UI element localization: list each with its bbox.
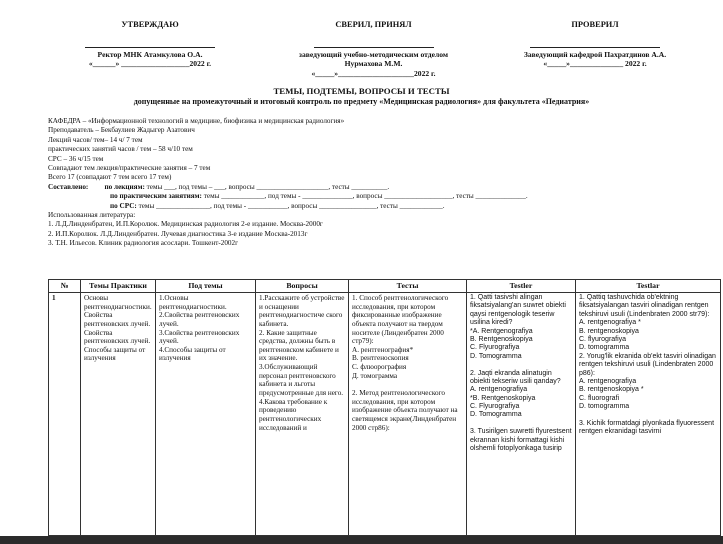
column-header-topics: Темы Практики — [81, 280, 156, 293]
approval-date: «______» __________________2022 г. — [88, 59, 212, 69]
checked-block — [276, 20, 471, 79]
topic-cell: Основы рентгенодиагностики. Свойства рентгеновских лучей. Свойства рентгеновских лучей. Способы защиты от излучения — [81, 293, 156, 536]
literature-item: 2. И.П.Королюк. Л.Д.Линденбратен. Лучевая диагностика 3-е издание Москва-2013г — [48, 229, 308, 238]
cell-line — [470, 361, 572, 369]
bottom-bar — [0, 536, 723, 544]
checked-name: Нурмахова М.М. — [344, 59, 403, 69]
composed-practical-fill: темы ____________, под темы - ______________, вопросы ___________________, тесты ______________. — [201, 192, 528, 201]
cell-line: A. rentgenografiya — [579, 377, 637, 385]
matches-line: Совпадают тем лекция/практические занятия – 7 тем — [48, 164, 211, 173]
tests-kaa-cell — [467, 293, 576, 536]
signature-line — [85, 41, 215, 48]
cell-line — [470, 420, 572, 428]
composed-practical-label: по практическим занятиям: — [110, 192, 202, 201]
teacher-line: Преподаватель – Бекбаулиев Жадыгер Азатович — [48, 126, 195, 135]
srs-line: СРС – 36 ч/15 тем — [48, 154, 104, 163]
column-header-tests-kaa: Testler — [467, 280, 576, 293]
course-info — [48, 117, 708, 249]
document-subtitle: допущенные на промежуточный и итоговый контроль по предмету «Медицинская радиология» для факультета «Педиатрия» — [133, 97, 590, 106]
department-line: КАФЕДРА – «Информационной технологий в медицине, биофизика и медицинская радиология» — [48, 117, 345, 125]
cell-line: C. fluorografi — [579, 394, 620, 402]
signature-line — [314, 41, 434, 48]
verified-position: Заведующий кафедрой Пахратдинов А.А. — [523, 49, 667, 59]
table-row — [49, 293, 721, 536]
cell-line: 3. Kichik formatdagi plyonkada flyuoressent rentgen ekranidagi tasvirni — [579, 419, 715, 436]
checked-date: «_____»____________________2022 г. — [311, 69, 436, 79]
composed-srs-label: по СРС: — [110, 201, 137, 210]
composed-srs-line — [48, 202, 708, 211]
approval-heading: УТВЕРЖДАЮ — [121, 20, 179, 29]
literature-item: 1. Л.Д.Линденбратен, И.П.Королюк. Медицинская радиология 2-е издание. Москва-2000г — [48, 220, 323, 229]
cell-line: 1.Основы рентгенодиагностики. — [159, 294, 227, 311]
cell-line: 1. Qatti tasivshi alingan fiksatsiyalang'an suwret obiekti qaysi rentgenologik teseriw usilina kiredi? — [470, 294, 566, 327]
composed-practical-line — [48, 192, 708, 201]
signature-line — [530, 41, 660, 48]
checked-heading: СВЕРИЛ, ПРИНЯЛ — [335, 20, 412, 29]
literature-item: 3. Т.Н. Ильесов. Клиник радиология асослари. Тошкент-2002г — [48, 239, 239, 248]
composed-label: Составлено: — [48, 182, 89, 191]
column-header-tests-uz: Testlar — [576, 280, 721, 293]
row-number: 1 — [49, 293, 81, 536]
table-header-row — [49, 280, 721, 293]
cell-line: C. Flyurografiya — [470, 403, 520, 411]
cell-line: Д. томограмма — [352, 371, 398, 380]
cell-line: 1.Расскажите об устройстве и оснащении рентгенодиагностиче ского кабинета. — [259, 294, 345, 328]
cell-line: 2. Jaqti ekranda alinatugin obiekti tekseriw usili qanday? — [470, 369, 561, 385]
total-line: Всего 17 (совпадают 7 тем всего 17 тем) — [48, 173, 172, 182]
cell-line: 3.Обслуживающий персонал рентгеновского кабинета и льготы предусмотренные для него. — [259, 363, 344, 398]
cell-line: 3. Tusirilgen suwretti flyurestsent ekrannan kishi formattagi kishi olshemli fotoplyonkaga tusirip — [470, 428, 572, 453]
questions-cell — [256, 293, 349, 536]
cell-line: D. Tomogramma — [470, 411, 522, 419]
column-header-tests-ru: Тесты — [349, 280, 467, 293]
verified-date: «_____»______________ 2022 г. — [543, 59, 647, 69]
composed-lectures-line — [48, 183, 708, 192]
cell-line: D. tomogramma — [579, 344, 630, 352]
verified-block — [505, 20, 685, 69]
column-header-subtopics: Под темы — [156, 280, 256, 293]
cell-line: B. rentgenoskopiya — [579, 327, 639, 335]
verified-heading: ПРОВЕРИЛ — [571, 20, 619, 29]
lecture-hours-line: Лекций часов/ тем– 14 ч/ 7 тем — [48, 135, 143, 144]
cell-line: 2.Свойства рентгеновских лучей. — [159, 311, 240, 328]
cell-line: В. рентгеноскопия — [352, 354, 409, 363]
cell-line: D. Tomogramma — [470, 352, 522, 360]
tests-uz-cell — [576, 293, 721, 536]
cell-line: 3.Свойства рентгеновских лучей. — [159, 328, 240, 346]
cell-line: B. rentgenoskopiya * — [579, 386, 644, 394]
cell-line: A. rentgenografiya — [470, 386, 528, 394]
approval-block — [80, 20, 220, 69]
approval-position: Ректор МНК Атамкулова О.А. — [97, 49, 203, 59]
subtopics-cell — [156, 293, 256, 536]
cell-line: *B. Rentgenoskopiya — [470, 394, 536, 402]
practical-hours-line: практических занятий часов / тем – 58 ч/10 тем — [48, 145, 193, 154]
cell-line: C. Flyurografiya — [470, 344, 520, 352]
checked-position: заведующий учебно-методическим отделом — [298, 49, 449, 59]
cell-line: 2. Какие защитные средства, должны быть в рентгеновском кабинете и их значение. — [259, 328, 339, 363]
cell-line: 2. Yorug'lik ekranida ob'ekt tasviri olinadigan rentgen tekshiruvi usuli (Lindenbraten 2000 p86): — [579, 352, 716, 377]
composed-lectures-label: по лекциям: — [104, 182, 145, 191]
cell-line: C. flyurografiya — [579, 335, 627, 343]
cell-line: D. tomogramma — [579, 403, 630, 411]
composed-lectures-fill: темы ___, под темы – ___, вопросы ____________________, тесты __________. — [144, 182, 390, 191]
tests-ru-cell — [349, 293, 467, 536]
cell-line: А. рентгенография* — [352, 345, 414, 354]
composed-srs-fill: темы _______________, под темы - ___________, вопросы ________________, тесты ____________. — [136, 201, 445, 210]
literature-label: Использованная литература: — [48, 211, 136, 220]
topics-table — [48, 279, 721, 536]
cell-line: *A. Rentgenografiya — [470, 327, 533, 335]
column-header-num: № — [49, 280, 81, 293]
document-title: ТЕМЫ, ПОДТЕМЫ, ВОПРОСЫ И ТЕСТЫ — [273, 86, 450, 96]
cell-line: 4.Способы защиты от излучения — [159, 345, 226, 363]
cell-line: B. Rentgenoskopiya — [470, 335, 533, 343]
cell-line: 1. Qattiq tashuvchida ob'ektning fiksatsiyalangan tasviri olinadigan rentgen tekshiruvi usuli (Lindenbraten 2000 str79): — [579, 294, 710, 318]
cell-line — [352, 380, 463, 389]
cell-line: A. rentgenografiya * — [579, 319, 641, 327]
cell-line: 2. Метод рентгенологического исследования, при котором изображение объекта получают на светящемся экране(Линденбратен 2000 стр86): — [352, 389, 458, 432]
cell-line: С. флюорография — [352, 363, 407, 372]
cell-line: 4.Какова требование к проведению рентгенологических исследований и — [259, 397, 328, 432]
column-header-questions: Вопросы — [256, 280, 349, 293]
cell-line: 1. Способ рентгенологического исследования, при котором фиксированные изображение объекта получают на твердом носителе (Линденбратен 2000 стр79): — [352, 294, 449, 346]
cell-line — [579, 411, 717, 419]
